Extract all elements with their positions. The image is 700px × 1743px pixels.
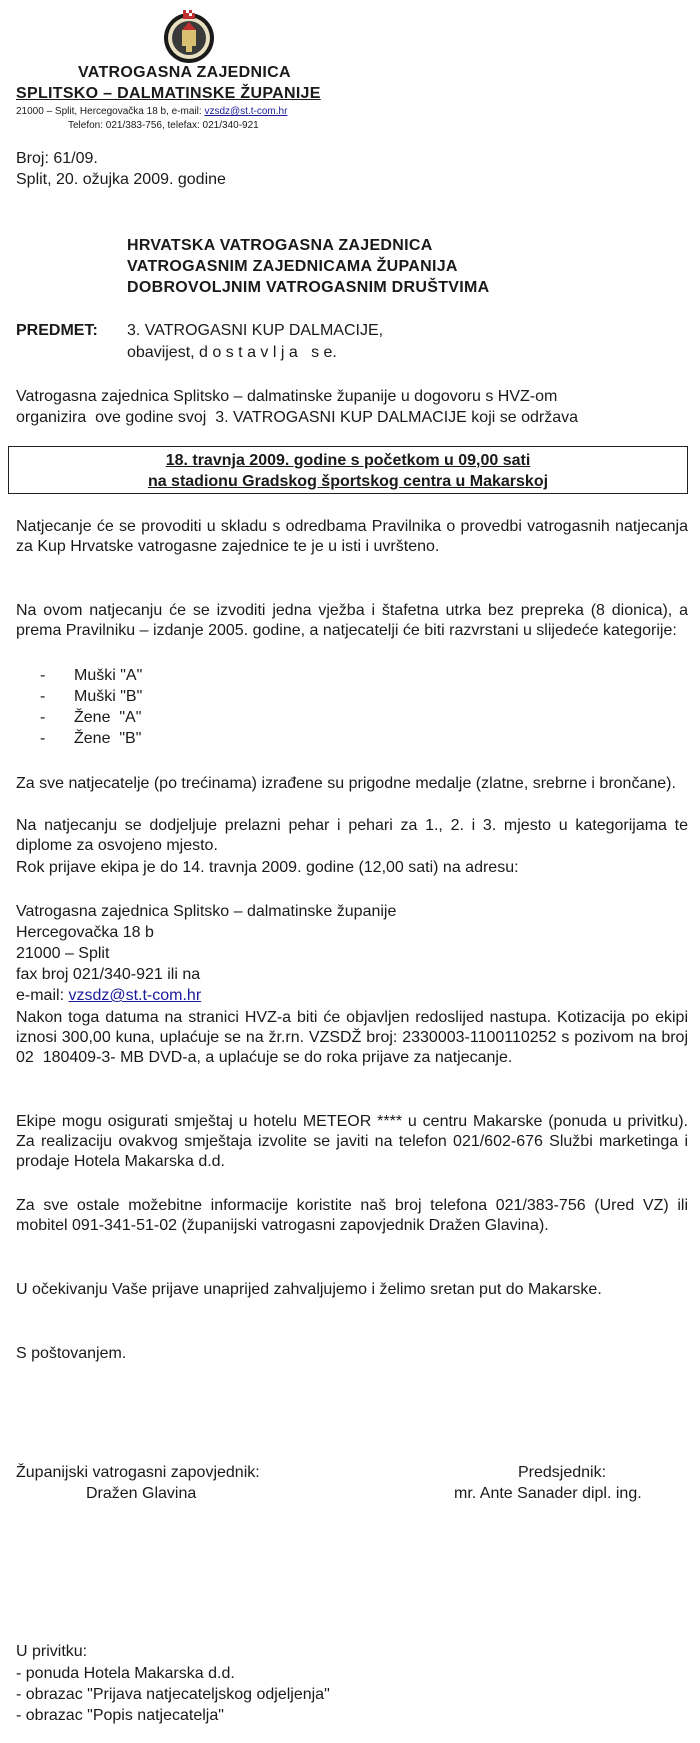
category-label: Žene "A" <box>74 709 142 726</box>
para-closing: U očekivanju Vaše prijave unaprijed zahvaljujemo i želimo sretan put do Makarske. <box>16 1281 602 1298</box>
registration-deadline: Rok prijave ekipa je do 14. travnja 2009. godine (12,00 sati) na adresu: <box>16 859 519 876</box>
attachment-item: - obrazac "Popis natjecatelja" <box>16 1707 224 1724</box>
recipient-1: HRVATSKA VATROGASNA ZAJEDNICA <box>127 237 433 254</box>
header-email-link[interactable]: vzsdz@st.t-com.hr <box>204 106 288 117</box>
category-label: Muški "B" <box>74 688 143 705</box>
subject-line1: 3. VATROGASNI KUP DALMACIJE, <box>127 322 384 339</box>
address-line4: fax broj 021/340-921 ili na <box>16 966 201 983</box>
para-medals: Za sve natjecatelje (po trećinama) izrađene su prigodne medalje (zlatne, srebrne i brončane). <box>16 775 676 792</box>
intro-line1: Vatrogasna zajednica Splitsko – dalmatinske županije u dogovoru s HVZ-om <box>16 388 558 405</box>
event-date-time: 18. travnja 2009. godine s početkom u 09,00 sati <box>165 452 531 469</box>
signature-right-title: Predsjednik: <box>518 1464 607 1481</box>
list-dash: - <box>40 688 46 705</box>
para-rules: Natjecanje će se provoditi u skladu s odredbama Pravilnika o provedbi vatrogasnih natjecanja za Kup Hrvatske vatrogasne zajednice te je u isti i uvršteno. <box>16 518 688 555</box>
address-line2: Hercegovačka 18 b <box>16 924 154 941</box>
greeting: S poštovanjem. <box>16 1345 127 1362</box>
category-label: Žene "B" <box>74 730 142 747</box>
attachment-item: - ponuda Hotela Makarska d.d. <box>16 1665 235 1682</box>
letter-date: Split, 20. ožujka 2009. godine <box>16 171 226 188</box>
address-line1: Vatrogasna zajednica Splitsko – dalmatinske županije <box>16 903 397 920</box>
list-dash: - <box>40 709 46 726</box>
fire-association-emblem <box>162 8 216 66</box>
category-label: Muški "A" <box>74 667 143 684</box>
signature-left-title: Županijski vatrogasni zapovjednik: <box>16 1464 260 1481</box>
org-phones: Telefon: 021/383-756, telefax: 021/340-921 <box>68 120 259 131</box>
address-line3: 21000 – Split <box>16 945 110 962</box>
category-item <box>40 667 142 685</box>
subject-label: PREDMET: <box>16 322 98 339</box>
reference-number: Broj: 61/09. <box>16 150 98 167</box>
address-email-row <box>16 987 201 1005</box>
para-exercise: Na ovom natjecanju će se izvoditi jedna vježba i štafetna utrka bez prepreka (8 dionica), a prema Pravilniku – izdanje 2005. godine, a natjecatelji će biti razvrstani u slijedeće kategorije: <box>16 602 688 639</box>
org-address <box>16 106 287 117</box>
category-item <box>40 688 142 706</box>
recipient-3: DOBROVOLJNIM VATROGASNIM DRUŠTVIMA <box>127 279 490 296</box>
event-highlight-box <box>8 446 688 494</box>
event-venue: na stadionu Gradskog športskog centra u Makarskoj <box>147 473 549 490</box>
para-trophies: Na natjecanju se dodjeljuje prelazni pehar i pehari za 1., 2. i 3. mjesto u kategorijama te diplome za osvojeno mjesto. <box>16 817 688 854</box>
recipient-2: VATROGASNIM ZAJEDNICAMA ŽUPANIJA <box>127 258 458 275</box>
signature-left-name: Dražen Glavina <box>86 1485 197 1502</box>
subject-line2: obavijest, d o s t a v l j a s e. <box>127 344 337 361</box>
signature-right-name: mr. Ante Sanader dipl. ing. <box>454 1485 642 1502</box>
para-info: Za sve ostale možebitne informacije koristite naš broj telefona 021/383-756 (Ured VZ) ili mobitel 091-341-51-02 (županijski vatrogasni zapovjednik Dražen Glavina). <box>16 1197 688 1234</box>
email-link[interactable]: vzsdz@st.t-com.hr <box>68 987 202 1004</box>
category-item <box>40 730 141 748</box>
list-dash: - <box>40 730 46 747</box>
para-fee: Nakon toga datuma na stranici HVZ-a biti će objavljen redoslijed nastupa. Kotizacija po ekipi iznosi 300,00 kuna, uplaćuje se na žr.rn. VZSDŽ broj: 2330003-1100110252 s pozivom na broj 02 180409-3- MB DVD-a, a uplaćuje se do roka prijave za natjecanje. <box>16 1009 693 1066</box>
org-name-line1: VATROGASNA ZAJEDNICA <box>78 64 291 81</box>
email-label: e-mail: <box>16 987 69 1004</box>
list-dash: - <box>40 667 46 684</box>
address-text: 21000 – Split, Hercegovačka 18 b, e-mail: <box>16 106 202 117</box>
intro-line2: organizira ove godine svoj 3. VATROGASNI KUP DALMACIJE koji se održava <box>16 409 579 426</box>
category-item <box>40 709 141 727</box>
org-name-line2: SPLITSKO – DALMATINSKE ŽUPANIJE <box>16 85 321 102</box>
para-hotel: Ekipe mogu osigurati smještaj u hotelu METEOR **** u centru Makarske (ponuda u privitku). Za realizaciju ovakvog smještaja izvolite se javiti na telefon 021/602-676 Službi marketinga i prodaje Hotela Makarska d.d. <box>16 1113 688 1170</box>
attachments-heading: U privitku: <box>16 1643 88 1660</box>
attachment-item: - obrazac "Prijava natjecateljskog odjeljenja" <box>16 1686 330 1703</box>
